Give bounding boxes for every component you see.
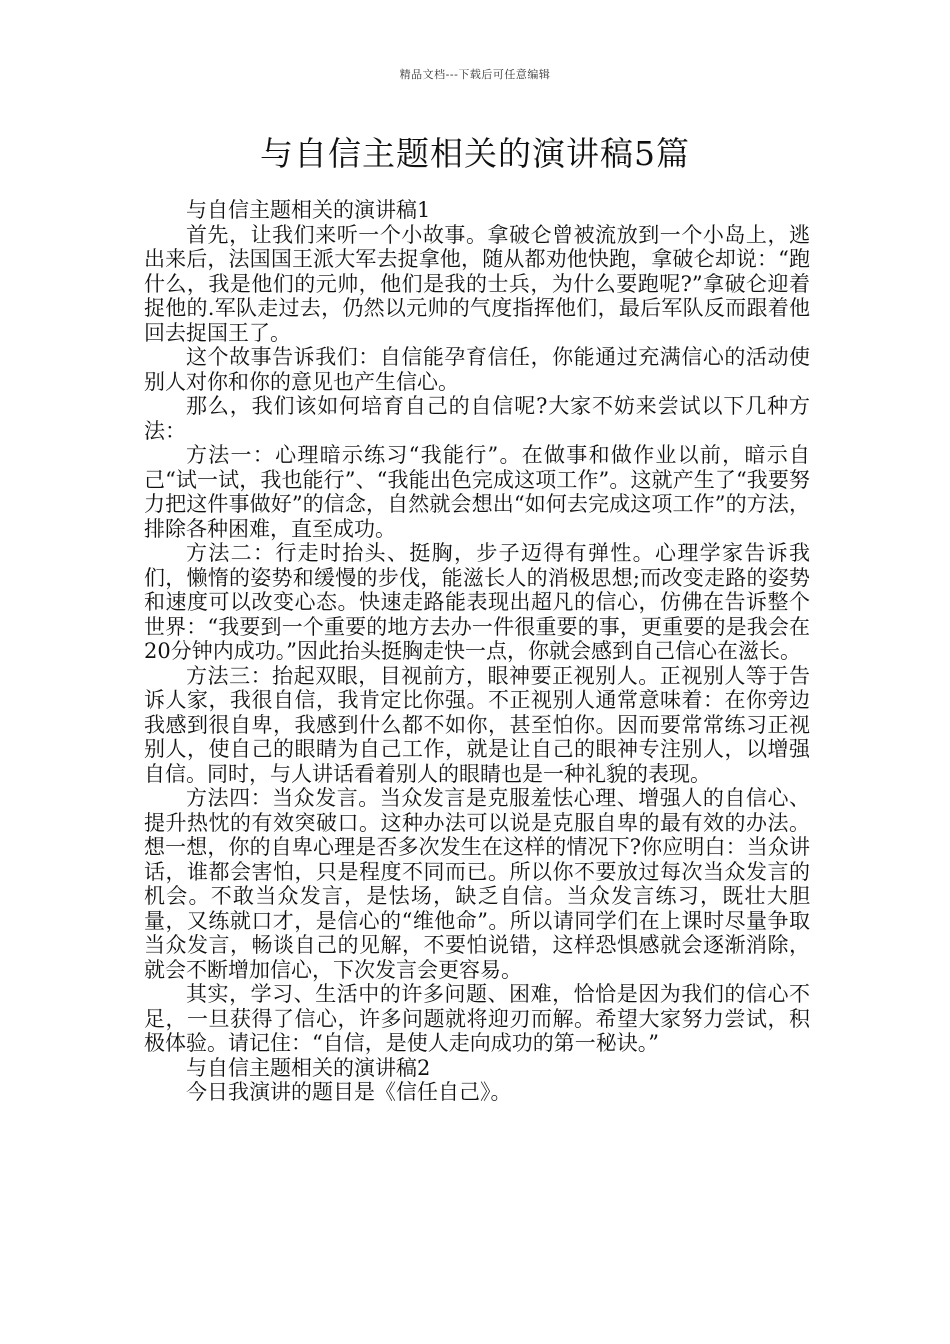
paragraph-question: 那么，我们该如何培育自己的自信呢?大家不妨来尝试以下几种方法： <box>144 394 810 443</box>
document-title: 与自信主题相关的演讲稿5篇 <box>260 134 690 173</box>
paragraph-method-3: 方法三：抬起双眼，目视前方，眼神要正视别人。正视别人等于告诉人家，我很自信，我肯定比你强。不正视别人通常意味着：在你旁边我感到很自卑，我感到什么都不如你，甚至怕你。因而要常常练习正视别人，使自己的眼睛为自己工作，就是让自己的眼神专注别人，以增强自信。同时，与人讲话看着别人的眼睛也是一种礼貌的表现。 <box>144 663 810 786</box>
document-body <box>144 198 810 1105</box>
paragraph-conclusion: 其实，学习、生活中的许多问题、困难，恰恰是因为我们的信心不足，一旦获得了信心，许多问题就将迎刃而解。希望大家努力尝试，积极体验。请记住：“自信，是使人走向成功的第一秘诀。” <box>144 982 810 1055</box>
page-header: 精品文档---下载后可任意编辑 <box>399 68 551 81</box>
paragraph-method-2: 方法二：行走时抬头、挺胸，步子迈得有弹性。心理学家告诉我们，懒惰的姿势和缓慢的步伐，能滋长人的消极思想;而改变走路的姿势和速度可以改变心态。快速走路能表现出超凡的信心，仿佛在告诉整个世界：“我要到一个重要的地方去办一件很重要的事，更重要的是我会在20分钟内成功。”因此抬头挺胸走快一点，你就会感到自己信心在滋长。 <box>144 541 810 663</box>
paragraph-lesson: 这个故事告诉我们：自信能孕育信任，你能通过充满信心的活动使别人对你和你的意见也产生信心。 <box>144 345 810 394</box>
paragraph-method-4: 方法四：当众发言。当众发言是克服羞怯心理、增强人的自信心、提升热忱的有效突破口。这种办法可以说是克服自卑的最有效的办法。想一想，你的自卑心理是否多次发生在这样的情况下?你应明白：当众讲话，谁都会害怕，只是程度不同而已。所以你不要放过每次当众发言的机会。不敢当众发言，是怯场，缺乏自信。当众发言练习，既壮大胆量，又练就口才，是信心的“维他命”。所以请同学们在上课时尽量争取当众发言，畅谈自己的见解，不要怕说错，这样恐惧感就会逐渐消除，就会不断增加信心，下次发言会更容易。 <box>144 786 810 982</box>
paragraph-speech-2-intro: 今日我演讲的题目是《信任自己》。 <box>186 1080 512 1104</box>
paragraph-method-1: 方法一：心理暗示练习“我能行”。在做事和做作业以前，暗示自己“试一试，我也能行”、“我能出色完成这项工作”。这就产生了“我要努力把这件事做好”的信念，自然就会想出“如何去完成这项工作”的方法，排除各种困难，直至成功。 <box>144 443 810 541</box>
section-heading-1: 与自信主题相关的演讲稿1 <box>186 198 431 222</box>
section-heading-2: 与自信主题相关的演讲稿2 <box>186 1055 431 1080</box>
paragraph-story: 首先，让我们来听一个小故事。拿破仑曾被流放到一个小岛上，逃出来后，法国国王派大军去捉拿他，随从都劝他快跑，拿破仑却说：“跑什么，我是他们的元帅，他们是我的士兵，为什么要跑呢?”拿破仑迎着捉他的.军队走过去，仍然以元帅的气度指挥他们，最后军队反而跟着他回去捉国王了。 <box>144 222 810 345</box>
